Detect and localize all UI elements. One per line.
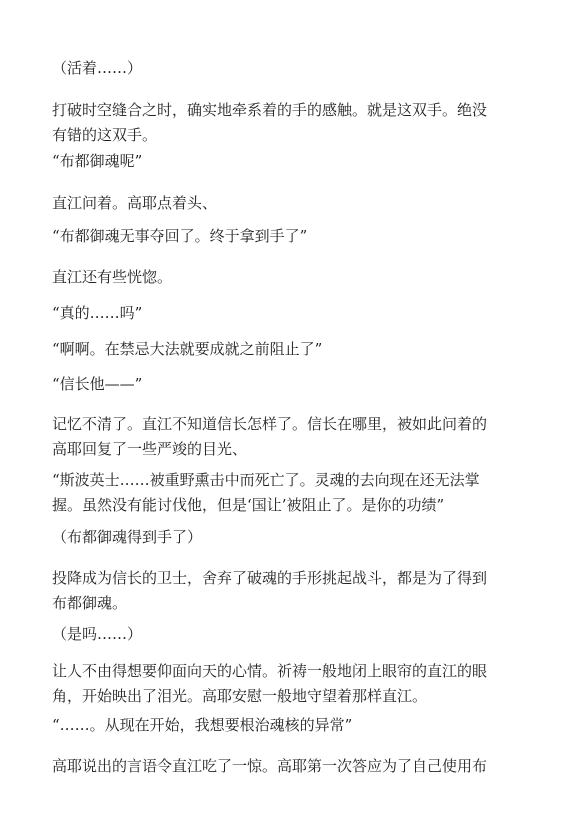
paragraph: 投降成为信长的卫士，舍弃了破魂的手形挑起战斗，都是为了得到 布都御魂。 [52, 569, 488, 612]
paragraph: “布都御魂无事夺回了。终于拿到手了” [52, 227, 308, 245]
paragraph: 直江问着。高耶点着头、 [52, 194, 218, 212]
paragraph: “真的……吗” [52, 304, 143, 322]
paragraph: “斯波英士……被重野熏击中而死亡了。灵魂的去向现在还无法掌 握。虽然没有能讨伐他，但是‘国让’被阻止了。是你的功绩” [52, 471, 480, 514]
paragraph: 高耶说出的言语令直江吃了一惊。高耶第一次答应为了自己使用布 [52, 757, 488, 775]
paragraph: （布都御魂得到手了） [52, 528, 203, 546]
paragraph: “……。从现在开始，我想要根治魂核的异常” [52, 716, 353, 734]
paragraph: （是吗……） [52, 625, 143, 643]
paragraph: 记忆不清了。直江不知道信长怎样了。信长在哪里，被如此问着的 高耶回复了一些严竣的目光、 [52, 415, 488, 458]
paragraph: 直江还有些恍惚。 [52, 268, 173, 286]
paragraph: “布都御魂呢” [52, 152, 143, 170]
paragraph: 打破时空缝合之时，确实地牵系着的手的感触。就是这双手。绝没 有错的这双手。 [52, 101, 488, 144]
paragraph: （活着……） [52, 59, 143, 77]
paragraph: “信长他——” [52, 375, 143, 393]
paragraph: 让人不由得想要仰面向天的心情。祈祷一般地闭上眼帘的直江的眼 角，开始映出了泪光。高耶安慰一般地守望着那样直江。 [52, 662, 488, 705]
paragraph: “啊啊。在禁忌大法就要成就之前阻止了” [52, 340, 323, 358]
